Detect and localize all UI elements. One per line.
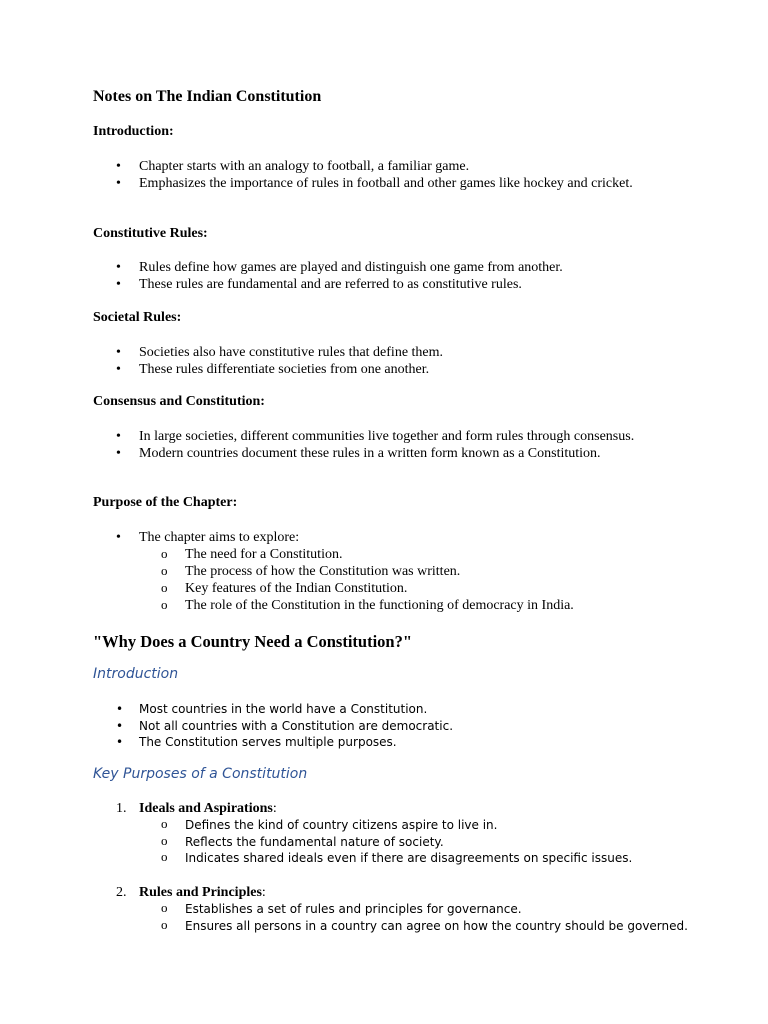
list-item: • Emphasizes the importance of rules in football and other games like hockey and cricket. bbox=[116, 176, 633, 191]
bullet-icon: • bbox=[116, 429, 121, 444]
document-title: Notes on The Indian Constitution bbox=[93, 88, 322, 105]
sub-list-item: o The need for a Constitution. bbox=[161, 546, 343, 562]
list-why-introduction bbox=[93, 701, 453, 751]
sub-list-item: o Indicates shared ideals even if there are disagreements on specific issues. bbox=[161, 849, 633, 865]
list-societal-rules bbox=[93, 344, 443, 378]
circle-bullet-icon: o bbox=[161, 832, 168, 848]
list-item: • In large societies, different communities live together and form rules through consensus. bbox=[116, 429, 635, 444]
circle-bullet-icon: o bbox=[161, 546, 168, 561]
sub-list-item: o The process of how the Constitution was written. bbox=[161, 563, 461, 579]
list-item: • Most countries in the world have a Constitution. bbox=[116, 702, 428, 716]
list-consensus bbox=[93, 428, 739, 462]
heading-societal-rules: Societal Rules: bbox=[93, 310, 182, 325]
list-item: • These rules differentiate societies from one another. bbox=[116, 362, 430, 377]
sub-list-item: o Ensures all persons in a country can agree on how the country should be governed. bbox=[161, 916, 688, 933]
bullet-icon: • bbox=[116, 718, 124, 733]
bullet-icon: • bbox=[116, 530, 121, 545]
sub-list-item: o The role of the Constitution in the functioning of democracy in India. bbox=[161, 597, 574, 613]
circle-bullet-icon: o bbox=[161, 563, 168, 578]
heading-key-purposes: Key Purposes of a Constitution bbox=[93, 766, 308, 782]
bullet-icon: • bbox=[116, 176, 121, 191]
list-item: • Modern countries document these rules in a written form known as a Constitution. bbox=[116, 446, 601, 461]
list-item: • Rules define how games are played and distinguish one game from another. bbox=[116, 260, 563, 275]
heading-why-constitution: "Why Does a Country Need a Constitution?" bbox=[93, 632, 413, 651]
list-item: • Chapter starts with an analogy to football, a familiar game. bbox=[116, 159, 470, 174]
heading-purpose: Purpose of the Chapter: bbox=[93, 495, 238, 510]
circle-bullet-icon: o bbox=[161, 900, 168, 915]
bullet-icon: • bbox=[116, 446, 121, 461]
circle-bullet-icon: o bbox=[161, 916, 168, 932]
bullet-icon: • bbox=[116, 362, 121, 377]
bullet-icon: • bbox=[116, 345, 121, 360]
list-introduction bbox=[93, 158, 699, 192]
heading-constitutive-rules: Constitutive Rules: bbox=[93, 226, 208, 241]
numbered-item: 2. Rules and Principles: bbox=[116, 885, 266, 900]
list-item: • The chapter aims to explore: bbox=[116, 530, 300, 545]
bullet-icon: • bbox=[116, 702, 124, 716]
sub-list-item: o Defines the kind of country citizens aspire to live in. bbox=[161, 816, 498, 832]
bullet-icon: • bbox=[116, 277, 121, 292]
sub-list-item: o Reflects the fundamental nature of society. bbox=[161, 832, 444, 849]
list-constitutive-rules bbox=[93, 259, 563, 293]
sub-list-item: o Key features of the Indian Constitution. bbox=[161, 580, 408, 596]
bullet-icon: • bbox=[116, 735, 124, 749]
purpose-ideals bbox=[93, 800, 632, 867]
heading-consensus: Consensus and Constitution: bbox=[93, 394, 265, 409]
circle-bullet-icon: o bbox=[161, 849, 168, 864]
list-item: • Societies also have constitutive rules that define them. bbox=[116, 345, 444, 360]
circle-bullet-icon: o bbox=[161, 597, 168, 612]
bullet-icon: • bbox=[116, 159, 121, 174]
circle-bullet-icon: o bbox=[161, 580, 168, 595]
numbered-item: 1. Ideals and Aspirations: bbox=[116, 801, 277, 816]
list-item: • The Constitution serves multiple purposes. bbox=[116, 735, 397, 749]
bullet-icon: • bbox=[116, 260, 121, 275]
sub-list-item: o Establishes a set of rules and principles for governance. bbox=[161, 900, 522, 916]
list-purpose bbox=[93, 529, 574, 614]
circle-bullet-icon: o bbox=[161, 816, 168, 831]
list-item: • These rules are fundamental and are referred to as constitutive rules. bbox=[116, 277, 522, 292]
purpose-rules bbox=[93, 884, 688, 934]
heading-introduction: Introduction: bbox=[93, 124, 174, 139]
list-item: • Not all countries with a Constitution are democratic. bbox=[116, 718, 454, 733]
heading-why-introduction: Introduction bbox=[93, 666, 179, 682]
